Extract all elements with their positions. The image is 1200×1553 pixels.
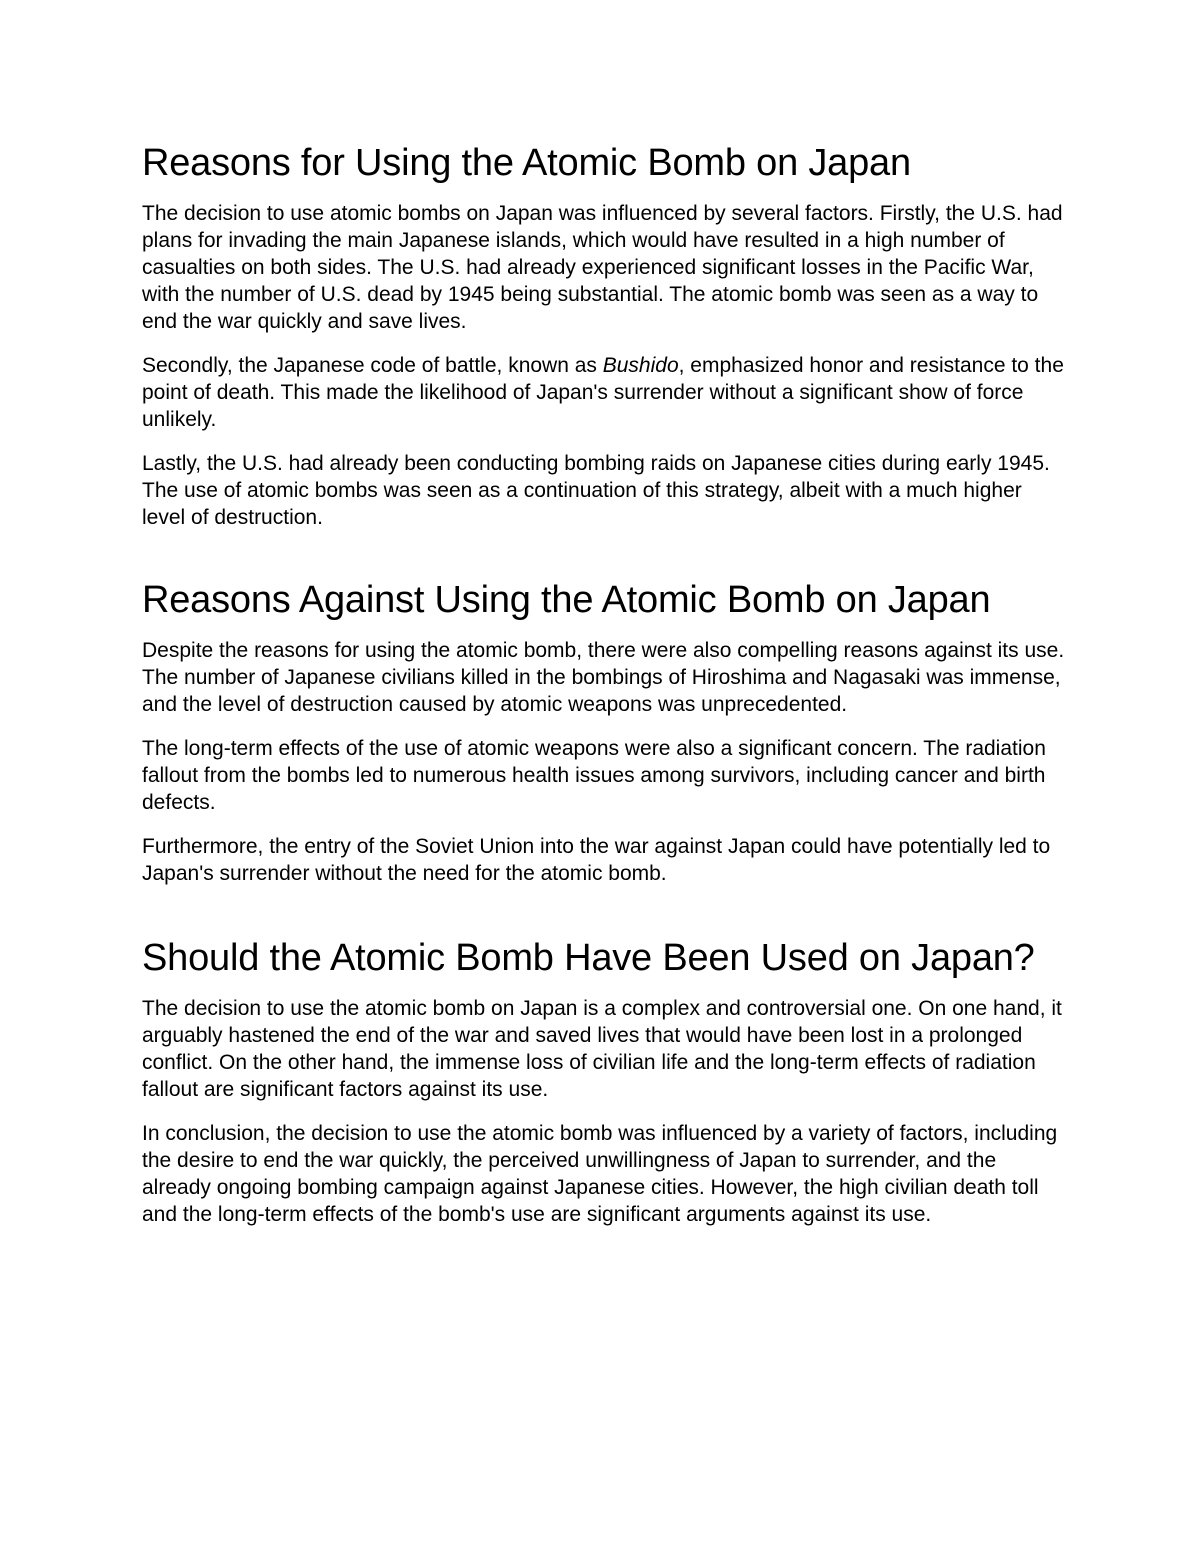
paragraph: In conclusion, the decision to use the atomic bomb was influenced by a variety of factors, including the desire to end the war quickly, the perceived unwillingness of Japan to surrender, and the already ongoing bombing campaign against Japanese cities. However, the high civilian death toll and the long-term effects of the bomb's use are significant arguments against its use.: [142, 1122, 1058, 1226]
section-reasons-against: [142, 575, 1067, 887]
section-heading: Should the Atomic Bomb Have Been Used on Japan?: [142, 937, 1035, 979]
emphasis-term: Bushido: [602, 354, 679, 377]
paragraph: The decision to use the atomic bomb on Japan is a complex and controversial one. On one hand, it arguably hastened the end of the war and saved lives that would have been lost in a prolonged conflict. On the other hand, the immense loss of civilian life and the long-term effects of radiation fallout are significant factors against its use.: [142, 997, 1062, 1101]
paragraph-text: Secondly, the Japanese code of battle, known as: [142, 354, 603, 377]
paragraph: [142, 352, 1067, 433]
paragraph: Lastly, the U.S. had already been conducting bombing raids on Japanese cities during early 1945. The use of atomic bombs was seen as a continuation of this strategy, albeit with a much higher level of destruction.: [142, 452, 1050, 529]
paragraph: Despite the reasons for using the atomic bomb, there were also compelling reasons against its use. The number of Japanese civilians killed in the bombings of Hiroshima and Nagasaki was immense, and the level of destruction caused by atomic weapons was unprecedented.: [142, 639, 1065, 716]
paragraph: Furthermore, the entry of the Soviet Union into the war against Japan could have potentially led to Japan's surrender without the need for the atomic bomb.: [142, 835, 1051, 885]
paragraph: The long-term effects of the use of atomic weapons were also a significant concern. The radiation fallout from the bombs led to numerous health issues among survivors, including cancer and birth defects.: [142, 737, 1046, 814]
section-conclusion: [142, 933, 1067, 1228]
paragraph: The decision to use atomic bombs on Japan was influenced by several factors. Firstly, the U.S. had plans for invading the main Japanese islands, which would have resulted in a high number of casualties on both sides. The U.S. had already experienced significant losses in the Pacific War, with the number of U.S. dead by 1945 being substantial. The atomic bomb was seen as a way to end the war quickly and save lives.: [142, 202, 1063, 333]
document-page: [142, 138, 1067, 1245]
paragraph-text: , emphasized honor and resistance to the point of death. This made the likelihood of Japan's surrender without a significant show of force unlikely.: [142, 354, 1064, 431]
section-reasons-for: [142, 138, 1067, 531]
section-heading: Reasons Against Using the Atomic Bomb on Japan: [142, 579, 991, 621]
section-heading: Reasons for Using the Atomic Bomb on Japan: [142, 142, 911, 184]
